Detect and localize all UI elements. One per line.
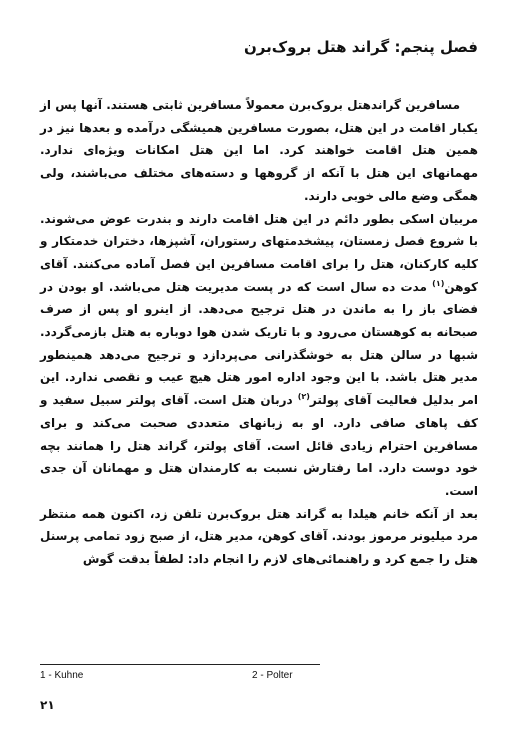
body-text <box>40 94 478 571</box>
paragraph-2-text-b: مدت ده سال است که در پست مدیریت هتل می‌باشد. او بودن در فضای باز را به ماندن در هتل ترجیح می‌دهد. از اینرو او پس از صرف صبحانه به کوهستان می‌رود و با تاریک شدن هوا دوباره به هتل بازمی‌گردد. شبها در سالن هتل به خوشگذرانی می‌پردازد و ترجیح می‌دهد همینطور مدیر هتل باشد. با این وجود اداره امور هتل هیچ عیب و نقصی ندارد. این امر بدلیل فعالیت آقای پولتر <box>40 279 478 408</box>
footnotes <box>40 670 340 686</box>
footnote-ref-2: (۲) <box>297 392 310 402</box>
footnote-divider <box>40 664 320 665</box>
paragraph-1 <box>40 94 478 208</box>
footnote-1: 1 - Kuhne <box>40 670 84 681</box>
footnote-ref-1: (۱) <box>432 278 445 288</box>
paragraph-1-text: مسافرین گراندهتل بروک‌برن معمولاً مسافرین ثابتی هستند. آنها پس از یکبار اقامت در این هتل، بصورت مسافرین همیشگی درآمده و بعدها نیز در همین هتل اقامت خواهند کرد. اما این هتل امکانات ویژه‌ای ندارد. مهمانهای این هتل با آنکه از گروهها و دسته‌های مختلف می‌باشند، ولی همگی وضع مالی خوبی دارند. <box>40 98 478 203</box>
paragraph-2 <box>40 208 478 503</box>
paragraph-3 <box>40 503 478 571</box>
page-number: ۲۱ <box>40 698 55 712</box>
paragraph-3-text: بعد از آنکه خانم هیلدا به گراند هتل بروک‌برن تلفن زد، اکنون همه منتظر مرد میلیونر مرموز بودند. آقای کوهن، مدیر هتل، از صبح زود تمامی پرسنل هتل را جمع کرد و راهنمائی‌های لازم را انجام داد: لطفاً بدقت گوش <box>40 506 478 567</box>
paragraph-2-text-a: مربیان اسکی بطور دائم در این هتل اقامت دارند و بندرت عوض می‌شوند. با شروع فصل زمستان، پیشخدمتهای رستوران، آشپزها، دختران خدمتکار و کلیه کارکنان، هتل را برای اقامت مسافرین این فصل آماده می‌کنند. آقای کوهن <box>40 211 478 294</box>
paragraph-2-text-c: دربان هتل است. آقای پولتر سبیل سفید و کف پاهای صافی دارد. او به زبانهای متعددی صحبت می‌کند و برای مسافرین احترام زیادی قائل است. آقای پولتر، گراند هتل را همانند بچه خود دوست دارد. اما رفتارش نسبت به کارمندان هتل و مهمانان آن جدی است. <box>40 393 478 498</box>
footnote-2: 2 - Polter <box>252 670 293 681</box>
chapter-title: فصل پنجم: گراند هتل بروک‌برن <box>243 38 478 56</box>
